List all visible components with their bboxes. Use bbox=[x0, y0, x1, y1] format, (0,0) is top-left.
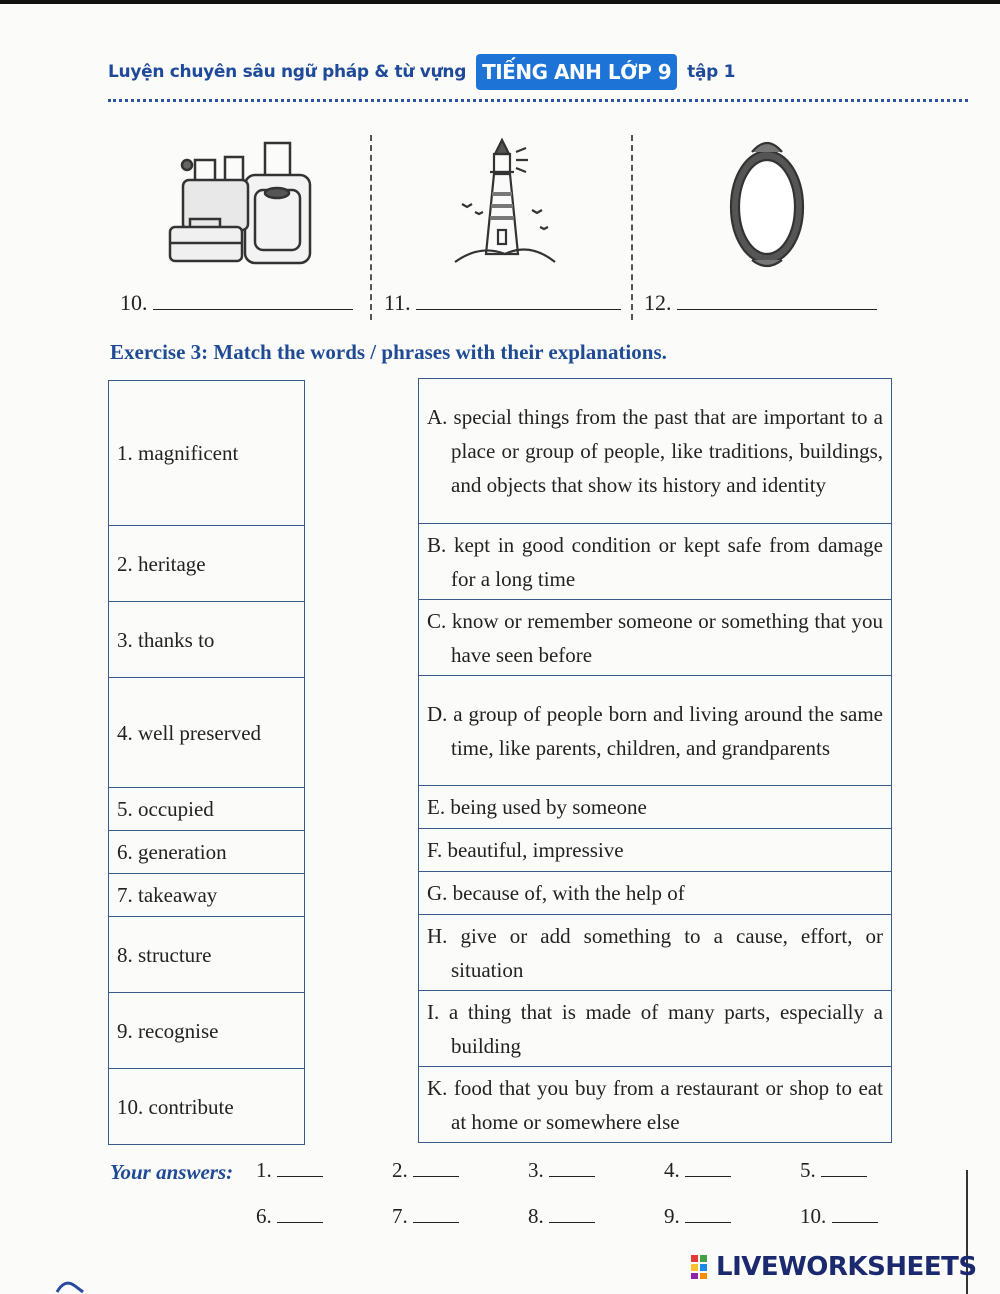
picture-number: 10. bbox=[120, 290, 148, 315]
answers-label: Your answers: bbox=[110, 1160, 234, 1184]
answer-number: 5. bbox=[800, 1158, 816, 1182]
picture-divider bbox=[631, 135, 633, 320]
explanation-cell[interactable]: F. beautiful, impressive bbox=[419, 829, 892, 872]
liveworksheets-logo bbox=[690, 1252, 977, 1282]
mirror-icon bbox=[722, 132, 812, 272]
answer-2 bbox=[392, 1158, 459, 1183]
answer-blank[interactable] bbox=[416, 291, 621, 310]
header-title: Luyện chuyên sâu ngữ pháp & từ vựng bbox=[108, 62, 467, 82]
answer-number: 7. bbox=[392, 1204, 408, 1228]
picture-divider bbox=[370, 135, 372, 320]
answer-blank[interactable] bbox=[413, 1204, 459, 1223]
answer-10 bbox=[800, 1204, 878, 1229]
explanation-cell[interactable]: C. know or remember someone or something that you have seen before bbox=[419, 600, 892, 676]
answer-number: 6. bbox=[256, 1204, 272, 1228]
answer-blank[interactable] bbox=[277, 1204, 323, 1223]
word-cell[interactable]: 6. generation bbox=[109, 831, 305, 874]
explanation-cell[interactable]: I. a thing that is made of many parts, especially a building bbox=[419, 991, 892, 1067]
answer-blank[interactable] bbox=[413, 1158, 459, 1177]
liveworksheets-logo-icon bbox=[690, 1254, 716, 1280]
answer-blank[interactable] bbox=[685, 1204, 731, 1223]
explanation-cell[interactable]: B. kept in good condition or kept safe from damage for a long time bbox=[419, 524, 892, 600]
word-cell[interactable]: 7. takeaway bbox=[109, 874, 305, 917]
answer-blank[interactable] bbox=[277, 1158, 323, 1177]
answer-5 bbox=[800, 1158, 867, 1183]
answer-8 bbox=[528, 1204, 595, 1229]
word-cell[interactable]: 10. contribute bbox=[109, 1069, 305, 1145]
answer-number: 1. bbox=[256, 1158, 272, 1182]
explanation-cell[interactable]: E. being used by someone bbox=[419, 786, 892, 829]
explanation-cell[interactable]: G. because of, with the help of bbox=[419, 872, 892, 915]
picture-answer-10 bbox=[120, 290, 353, 316]
word-cell[interactable]: 3. thanks to bbox=[109, 602, 305, 678]
answer-number: 4. bbox=[664, 1158, 680, 1182]
answer-6 bbox=[256, 1204, 323, 1229]
picture-number: 11. bbox=[384, 290, 411, 315]
answer-blank[interactable] bbox=[549, 1158, 595, 1177]
explanations-table bbox=[418, 378, 892, 1143]
words-table bbox=[108, 380, 305, 1145]
header-divider bbox=[108, 99, 968, 102]
answer-1 bbox=[256, 1158, 323, 1183]
answer-blank[interactable] bbox=[153, 291, 353, 310]
luggage-icon bbox=[165, 135, 315, 265]
answer-number: 3. bbox=[528, 1158, 544, 1182]
explanation-cell[interactable]: H. give or add something to a cause, effort, or situation bbox=[419, 915, 892, 991]
header-badge: TIẾNG ANH LỚP 9 bbox=[476, 54, 677, 90]
picture-answer-11 bbox=[384, 290, 621, 316]
answer-9 bbox=[664, 1204, 731, 1229]
lighthouse-icon bbox=[450, 132, 560, 272]
word-cell[interactable]: 1. magnificent bbox=[109, 381, 305, 526]
word-cell[interactable]: 8. structure bbox=[109, 917, 305, 993]
explanation-cell[interactable]: K. food that you buy from a restaurant or shop to eat at home or somewhere else bbox=[419, 1067, 892, 1143]
answer-blank[interactable] bbox=[549, 1204, 595, 1223]
answer-number: 9. bbox=[664, 1204, 680, 1228]
answer-3 bbox=[528, 1158, 595, 1183]
answer-blank[interactable] bbox=[685, 1158, 731, 1177]
explanation-cell[interactable]: A. special things from the past that are important to a place or group of people, like traditions, buildings, and objects that show its history and identity bbox=[419, 379, 892, 524]
answer-7 bbox=[392, 1204, 459, 1229]
word-cell[interactable]: 9. recognise bbox=[109, 993, 305, 1069]
answer-number: 8. bbox=[528, 1204, 544, 1228]
word-cell[interactable]: 5. occupied bbox=[109, 788, 305, 831]
liveworksheets-logo-text: LIVEWORKSHEETS bbox=[716, 1252, 977, 1282]
answer-number: 2. bbox=[392, 1158, 408, 1182]
answer-number: 10. bbox=[800, 1204, 827, 1228]
answer-blank[interactable] bbox=[832, 1204, 878, 1223]
picture-answer-12 bbox=[644, 290, 877, 316]
answer-blank[interactable] bbox=[677, 291, 877, 310]
picture-number: 12. bbox=[644, 290, 672, 315]
exercise-title: Exercise 3: Match the words / phrases with their explanations. bbox=[110, 340, 667, 364]
page-header bbox=[108, 44, 735, 100]
answer-blank[interactable] bbox=[821, 1158, 867, 1177]
pen-mark-icon bbox=[55, 1278, 85, 1294]
header-volume: tập 1 bbox=[687, 62, 736, 82]
word-cell[interactable]: 2. heritage bbox=[109, 526, 305, 602]
top-rule bbox=[0, 0, 1000, 4]
answer-4 bbox=[664, 1158, 731, 1183]
word-cell[interactable]: 4. well preserved bbox=[109, 678, 305, 788]
explanation-cell[interactable]: D. a group of people born and living around the same time, like parents, children, and grandparents bbox=[419, 676, 892, 786]
